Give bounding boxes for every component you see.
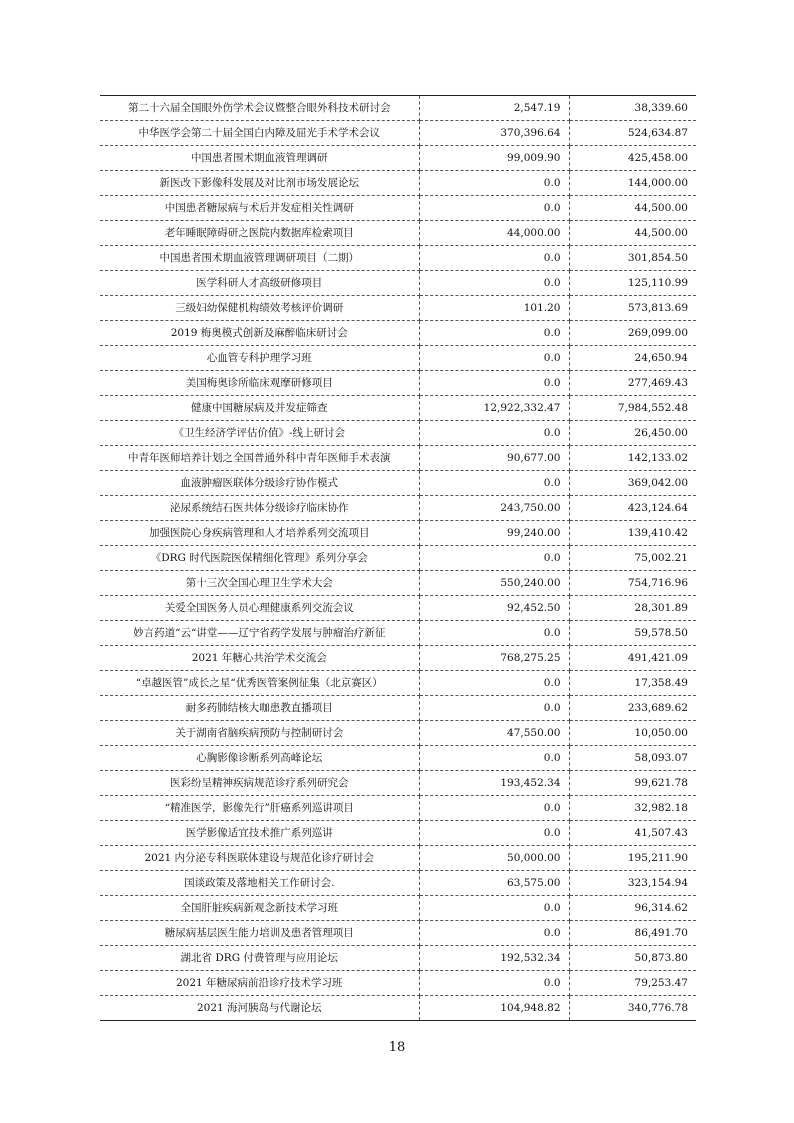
table-row bbox=[100, 171, 696, 196]
amount-current-cell: 92,452.50 bbox=[419, 596, 569, 621]
amount-current-cell: 63,575.00 bbox=[419, 871, 569, 896]
amount-prior-cell: 50,873.80 bbox=[569, 946, 696, 971]
table-row bbox=[100, 196, 696, 221]
amount-prior-cell: 142,133.02 bbox=[569, 446, 696, 471]
amount-current-cell: 0.0 bbox=[419, 271, 569, 296]
project-name-cell: 2021 年糖尿病前沿诊疗技术学习班 bbox=[100, 971, 419, 996]
project-name-cell: 心胸影像诊断系列高峰论坛 bbox=[100, 746, 419, 771]
project-name-cell: 国谈政策及落地相关工作研讨会. bbox=[100, 871, 419, 896]
amount-current-cell: 0.0 bbox=[419, 821, 569, 846]
amount-prior-cell: 41,507.43 bbox=[569, 821, 696, 846]
amount-prior-cell: 10,050.00 bbox=[569, 721, 696, 746]
table-row bbox=[100, 246, 696, 271]
amount-current-cell: 0.0 bbox=[419, 621, 569, 646]
project-name-cell: 耐多药肺结核大咖患教直播项目 bbox=[100, 696, 419, 721]
amount-current-cell: 2,547.19 bbox=[419, 96, 569, 121]
amount-prior-cell: 323,154.94 bbox=[569, 871, 696, 896]
project-name-cell: 医学科研人才高级研修项目 bbox=[100, 271, 419, 296]
table-row bbox=[100, 646, 696, 671]
amount-current-cell: 550,240.00 bbox=[419, 571, 569, 596]
amount-prior-cell: 301,854.50 bbox=[569, 246, 696, 271]
amount-prior-cell: 233,689.62 bbox=[569, 696, 696, 721]
table-row bbox=[100, 96, 696, 121]
amount-prior-cell: 28,301.89 bbox=[569, 596, 696, 621]
table-row bbox=[100, 596, 696, 621]
amount-current-cell: 370,396.64 bbox=[419, 121, 569, 146]
amount-current-cell: 243,750.00 bbox=[419, 496, 569, 521]
table-row bbox=[100, 571, 696, 596]
table-row bbox=[100, 471, 696, 496]
amount-current-cell: 0.0 bbox=[419, 421, 569, 446]
amount-prior-cell: 17,358.49 bbox=[569, 671, 696, 696]
amount-prior-cell: 425,458.00 bbox=[569, 146, 696, 171]
amount-current-cell: 0.0 bbox=[419, 546, 569, 571]
amount-prior-cell: 44,500.00 bbox=[569, 196, 696, 221]
table-row bbox=[100, 771, 696, 796]
amount-current-cell: 193,452.34 bbox=[419, 771, 569, 796]
amount-prior-cell: 86,491.70 bbox=[569, 921, 696, 946]
amount-current-cell: 0.0 bbox=[419, 196, 569, 221]
project-name-cell: 中青年医师培养计划之全国普通外科中青年医师手术表演 bbox=[100, 446, 419, 471]
project-name-cell: 心血管专科护理学习班 bbox=[100, 346, 419, 371]
table-row bbox=[100, 521, 696, 546]
amount-prior-cell: 32,982.18 bbox=[569, 796, 696, 821]
table-row bbox=[100, 846, 696, 871]
table-row bbox=[100, 746, 696, 771]
project-name-cell: 中华医学会第二十届全国白内障及屈光手术学术会议 bbox=[100, 121, 419, 146]
project-table-container bbox=[100, 95, 696, 1021]
amount-prior-cell: 58,093.07 bbox=[569, 746, 696, 771]
table-row bbox=[100, 146, 696, 171]
amount-prior-cell: 96,314.62 bbox=[569, 896, 696, 921]
project-name-cell: 2021 内分泌专科医联体建设与规范化诊疗研讨会 bbox=[100, 846, 419, 871]
amount-current-cell: 101.20 bbox=[419, 296, 569, 321]
project-name-cell: 泌尿系统结石医共体分级诊疗临床协作 bbox=[100, 496, 419, 521]
amount-current-cell: 44,000.00 bbox=[419, 221, 569, 246]
amount-current-cell: 0.0 bbox=[419, 471, 569, 496]
table-row bbox=[100, 321, 696, 346]
page-number: 18 bbox=[388, 1040, 406, 1055]
amount-prior-cell: 195,211.90 bbox=[569, 846, 696, 871]
project-name-cell: 第二十六届全国眼外伤学术会议暨整合眼外科技术研讨会 bbox=[100, 96, 419, 121]
project-name-cell: 湖北省 DRG 付费管理与应用论坛 bbox=[100, 946, 419, 971]
amount-current-cell: 768,275.25 bbox=[419, 646, 569, 671]
table-row bbox=[100, 671, 696, 696]
table-row bbox=[100, 946, 696, 971]
table-row bbox=[100, 821, 696, 846]
table-row bbox=[100, 871, 696, 896]
amount-prior-cell: 269,099.00 bbox=[569, 321, 696, 346]
table-row bbox=[100, 446, 696, 471]
table-row bbox=[100, 621, 696, 646]
project-name-cell: 妙言药道“云“讲堂——辽宁省药学发展与肿瘤治疗新征 bbox=[100, 621, 419, 646]
amount-current-cell: 99,009.90 bbox=[419, 146, 569, 171]
table-row bbox=[100, 971, 696, 996]
amount-current-cell: 0.0 bbox=[419, 371, 569, 396]
project-name-cell: 加强医院心身疾病管理和人才培养系列交流项目 bbox=[100, 521, 419, 546]
amount-current-cell: 104,948.82 bbox=[419, 996, 569, 1021]
table-row bbox=[100, 996, 696, 1021]
amount-current-cell: 192,532.34 bbox=[419, 946, 569, 971]
amount-prior-cell: 754,716.96 bbox=[569, 571, 696, 596]
table-row bbox=[100, 346, 696, 371]
amount-prior-cell: 423,124.64 bbox=[569, 496, 696, 521]
project-name-cell: 医学影像适宜技术推广系列巡讲 bbox=[100, 821, 419, 846]
amount-current-cell: 99,240.00 bbox=[419, 521, 569, 546]
project-name-cell: “精准医学，影像先行”肝癌系列巡讲项目 bbox=[100, 796, 419, 821]
amount-prior-cell: 125,110.99 bbox=[569, 271, 696, 296]
project-name-cell: 三级妇幼保健机构绩效考核评价调研 bbox=[100, 296, 419, 321]
project-name-cell: 中国患者糖尿病与术后并发症相关性调研 bbox=[100, 196, 419, 221]
project-name-cell: 关爱全国医务人员心理健康系列交流会议 bbox=[100, 596, 419, 621]
table-row bbox=[100, 696, 696, 721]
amount-prior-cell: 573,813.69 bbox=[569, 296, 696, 321]
amount-current-cell: 0.0 bbox=[419, 921, 569, 946]
project-name-cell: 第十三次全国心理卫生学术大会 bbox=[100, 571, 419, 596]
amount-prior-cell: 277,469.43 bbox=[569, 371, 696, 396]
project-name-cell: “卓越医管”成长之星“优秀医管案例征集（北京赛区） bbox=[100, 671, 419, 696]
project-name-cell: 《DRG 时代医院医保精细化管理》系列分享会 bbox=[100, 546, 419, 571]
amount-current-cell: 0.0 bbox=[419, 346, 569, 371]
project-table bbox=[100, 95, 696, 1021]
amount-prior-cell: 26,450.00 bbox=[569, 421, 696, 446]
table-row bbox=[100, 546, 696, 571]
amount-current-cell: 0.0 bbox=[419, 246, 569, 271]
project-name-cell: 2021 年糖心共治学术交流会 bbox=[100, 646, 419, 671]
amount-prior-cell: 139,410.42 bbox=[569, 521, 696, 546]
amount-prior-cell: 7,984,552.48 bbox=[569, 396, 696, 421]
amount-current-cell: 0.0 bbox=[419, 896, 569, 921]
table-row bbox=[100, 896, 696, 921]
amount-current-cell: 0.0 bbox=[419, 321, 569, 346]
amount-prior-cell: 369,042.00 bbox=[569, 471, 696, 496]
amount-prior-cell: 24,650.94 bbox=[569, 346, 696, 371]
table-row bbox=[100, 121, 696, 146]
amount-prior-cell: 75,002.21 bbox=[569, 546, 696, 571]
project-name-cell: 2021 海河胰岛与代谢论坛 bbox=[100, 996, 419, 1021]
amount-current-cell: 12,922,332.47 bbox=[419, 396, 569, 421]
project-name-cell: 中国患者围术期血液管理调研 bbox=[100, 146, 419, 171]
amount-prior-cell: 59,578.50 bbox=[569, 621, 696, 646]
amount-current-cell: 50,000.00 bbox=[419, 846, 569, 871]
project-name-cell: 健康中国糖尿病及并发症筛查 bbox=[100, 396, 419, 421]
amount-current-cell: 0.0 bbox=[419, 671, 569, 696]
project-name-cell: 关于湖南省脑疾病预防与控制研讨会 bbox=[100, 721, 419, 746]
project-name-cell: 全国肝脏疾病新观念新技术学习班 bbox=[100, 896, 419, 921]
project-name-cell: 血液肿瘤医联体分级诊疗协作模式 bbox=[100, 471, 419, 496]
amount-current-cell: 0.0 bbox=[419, 796, 569, 821]
table-row bbox=[100, 796, 696, 821]
amount-current-cell: 47,550.00 bbox=[419, 721, 569, 746]
table-row bbox=[100, 396, 696, 421]
table-row bbox=[100, 271, 696, 296]
table-row bbox=[100, 421, 696, 446]
amount-prior-cell: 99,621.78 bbox=[569, 771, 696, 796]
table-row bbox=[100, 921, 696, 946]
amount-current-cell: 90,677.00 bbox=[419, 446, 569, 471]
project-table-body bbox=[100, 96, 696, 1021]
project-name-cell: 新医改下影像科发展及对比剂市场发展论坛 bbox=[100, 171, 419, 196]
amount-prior-cell: 340,776.78 bbox=[569, 996, 696, 1021]
table-row bbox=[100, 371, 696, 396]
table-row bbox=[100, 721, 696, 746]
amount-current-cell: 0.0 bbox=[419, 971, 569, 996]
project-name-cell: 医彩纷呈精神疾病规范诊疗系列研究会 bbox=[100, 771, 419, 796]
project-name-cell: 美国梅奥诊所临床观摩研修项目 bbox=[100, 371, 419, 396]
amount-prior-cell: 44,500.00 bbox=[569, 221, 696, 246]
amount-current-cell: 0.0 bbox=[419, 696, 569, 721]
table-row bbox=[100, 496, 696, 521]
project-name-cell: 《卫生经济学评估价值》-线上研讨会 bbox=[100, 421, 419, 446]
amount-prior-cell: 524,634.87 bbox=[569, 121, 696, 146]
amount-prior-cell: 38,339.60 bbox=[569, 96, 696, 121]
table-row bbox=[100, 296, 696, 321]
table-row bbox=[100, 221, 696, 246]
project-name-cell: 老年睡眠障碍研之医院内数据库检索项目 bbox=[100, 221, 419, 246]
amount-prior-cell: 491,421.09 bbox=[569, 646, 696, 671]
project-name-cell: 中国患者围术期血液管理调研项目（二期） bbox=[100, 246, 419, 271]
amount-current-cell: 0.0 bbox=[419, 746, 569, 771]
amount-prior-cell: 144,000.00 bbox=[569, 171, 696, 196]
project-name-cell: 2019 梅奥模式创新及麻醉临床研讨会 bbox=[100, 321, 419, 346]
project-name-cell: 糖尿病基层医生能力培训及患者管理项目 bbox=[100, 921, 419, 946]
amount-current-cell: 0.0 bbox=[419, 171, 569, 196]
amount-prior-cell: 79,253.47 bbox=[569, 971, 696, 996]
